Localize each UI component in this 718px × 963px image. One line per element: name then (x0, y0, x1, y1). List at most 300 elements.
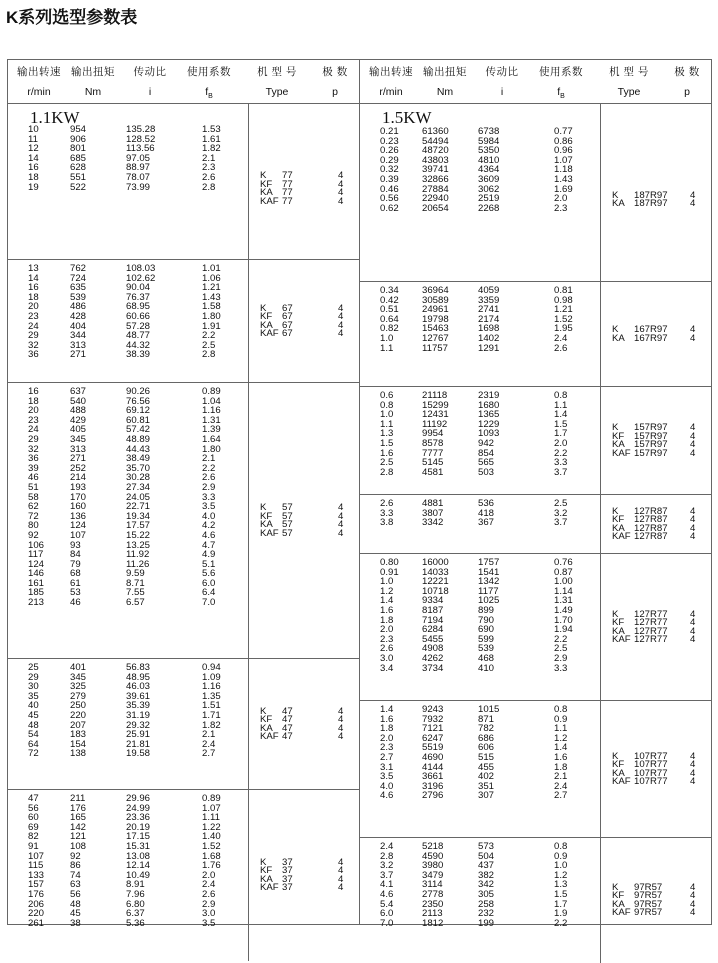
speed-value: 0.62 (380, 202, 399, 214)
ratio-value: 6738 (478, 126, 500, 137)
factor-value: 1.5 (554, 888, 568, 900)
factor-value: 0.8 (554, 841, 568, 852)
speed-value: 4.6 (380, 888, 394, 900)
torque-value: 271 (70, 349, 87, 361)
table-row (8, 350, 248, 360)
ratio-value: 468 (478, 652, 495, 664)
factor-value: 2.6 (202, 171, 216, 183)
factor-value: 2.4 (202, 879, 216, 891)
model-size: 67 (282, 328, 293, 339)
header-torque-unit: Nm (436, 86, 454, 98)
torque-value: 207 (70, 719, 87, 731)
ratio-value: 102.62 (126, 272, 156, 284)
factor-value: 1.3 (554, 879, 568, 891)
torque-value: 20654 (422, 202, 449, 214)
speed-value: 80 (28, 520, 39, 532)
model-poles: 4 (690, 447, 696, 459)
model-poles: 4 (338, 865, 344, 876)
speed-value: 45 (28, 709, 39, 721)
model-series: KAF (612, 776, 631, 787)
factor-value: 1.21 (554, 304, 573, 316)
factor-value: 1.0 (554, 860, 568, 872)
factor-value: 2.1 (554, 771, 568, 783)
factor-value: 6.0 (202, 577, 216, 589)
ratio-value: 418 (478, 507, 495, 519)
torque-value: 5455 (422, 633, 444, 645)
fb-symbol: $f_B$ (205, 86, 213, 101)
model-block (606, 505, 710, 542)
model-block (254, 172, 358, 206)
torque-value: 121 (70, 831, 87, 843)
speed-value: 133 (28, 869, 45, 881)
torque-value: 1812 (422, 917, 444, 929)
factor-value: 2.4 (554, 332, 568, 344)
model-size: 67 (282, 319, 293, 331)
factor-value: 2.9 (202, 481, 216, 493)
speed-value: 58 (28, 491, 39, 503)
ratio-value: 57.28 (126, 320, 151, 332)
factor-value: 0.87 (554, 566, 573, 578)
speed-value: 124 (28, 558, 45, 570)
speed-value: 3.0 (380, 652, 394, 664)
factor-value: 2.5 (202, 339, 216, 351)
factor-value: 3.3 (554, 457, 568, 469)
factor-value: 2.7 (202, 748, 216, 760)
selection-group (360, 281, 711, 387)
model-block (606, 608, 710, 645)
model-size: 67 (282, 302, 293, 314)
torque-value: 428 (70, 310, 87, 322)
ratio-value: 790 (478, 614, 495, 626)
torque-value: 211 (70, 793, 86, 804)
factor-value: 1.04 (202, 395, 221, 407)
speed-value: 69 (28, 821, 39, 833)
ratio-value: 12.14 (126, 860, 151, 872)
column-divider (248, 383, 249, 659)
ratio-value: 7.96 (126, 888, 145, 900)
ratio-value: 1025 (478, 595, 500, 607)
speed-value: 0.51 (380, 304, 399, 316)
factor-value: 0.9 (554, 713, 568, 725)
ratio-value: 73.99 (126, 181, 151, 193)
speed-value: 3.7 (380, 869, 394, 881)
data-rows (360, 127, 600, 213)
model-block (254, 856, 358, 893)
model-series: K (260, 856, 267, 868)
model-series: KF (612, 514, 625, 525)
table-row (360, 518, 600, 528)
speed-value: 23 (28, 310, 39, 322)
factor-value: 2.2 (554, 633, 568, 645)
factor-value: 4.7 (202, 539, 216, 551)
ratio-value: 1342 (478, 576, 500, 588)
ratio-value: 606 (478, 742, 495, 754)
factor-value: 0.89 (202, 793, 221, 804)
model-poles: 4 (338, 178, 344, 190)
ratio-value: 2519 (478, 193, 500, 205)
speed-value: 29 (28, 671, 39, 683)
data-rows (8, 125, 248, 192)
model-series: KAF (612, 907, 631, 918)
factor-value: 1.22 (202, 821, 221, 833)
model-size: 157R97 (634, 447, 668, 459)
speed-value: 48 (28, 719, 39, 731)
factor-value: 1.06 (202, 272, 221, 284)
ratio-value: 76.56 (126, 395, 151, 407)
speed-value: 32 (28, 339, 39, 351)
power-label: 1.1KW (30, 108, 80, 127)
torque-value: 45 (70, 908, 81, 920)
factor-value: 1.14 (554, 585, 573, 597)
ratio-value: 97.05 (126, 152, 151, 164)
model-row (606, 636, 710, 645)
ratio-value: 60.81 (126, 414, 151, 426)
model-size: 77 (282, 187, 293, 198)
speed-value: 20 (28, 301, 39, 313)
factor-value: 1.71 (202, 709, 221, 721)
torque-value: 9954 (422, 428, 444, 440)
speed-value: 64 (28, 738, 39, 750)
ratio-value: 10.49 (126, 869, 151, 881)
factor-value: 1.51 (202, 700, 221, 712)
factor-value: 3.3 (554, 662, 568, 674)
model-poles: 4 (338, 856, 344, 868)
model-size: 127R87 (634, 514, 668, 525)
ratio-value: 29.96 (126, 793, 151, 804)
speed-value: 107 (28, 850, 45, 862)
speed-value: 1.2 (380, 585, 394, 597)
speed-value: 0.64 (380, 313, 399, 325)
ratio-value: 402 (478, 771, 495, 783)
model-poles: 4 (690, 898, 696, 910)
speed-value: 0.29 (380, 154, 399, 166)
model-size: 157R97 (634, 439, 668, 450)
speed-value: 176 (28, 888, 45, 900)
ratio-value: 19.34 (126, 510, 151, 522)
speed-value: 1.0 (380, 409, 394, 421)
speed-value: 106 (28, 539, 45, 551)
factor-value: 1.80 (202, 310, 221, 322)
model-series: K (612, 189, 619, 201)
torque-value: 160 (70, 501, 87, 513)
header-poles-unit: p (332, 86, 338, 98)
ratio-value: 25.91 (126, 729, 151, 741)
torque-value: 344 (70, 330, 87, 342)
factor-value: 1.40 (202, 831, 221, 843)
ratio-value: 17.15 (126, 831, 151, 843)
ratio-value: 23.36 (126, 812, 151, 824)
model-series: K (260, 705, 267, 717)
model-size: 157R97 (634, 422, 668, 433)
header-ratio-label: 传动比 (133, 66, 167, 78)
torque-value: 193 (70, 481, 87, 493)
torque-value: 3114 (422, 879, 443, 891)
speed-value: 0.21 (380, 126, 399, 137)
factor-value: 2.9 (202, 898, 216, 910)
model-size: 47 (282, 731, 293, 742)
model-size: 57 (282, 502, 293, 513)
factor-value: 2.5 (554, 643, 568, 655)
factor-value: 3.7 (554, 466, 568, 478)
ratio-value: 90.04 (126, 282, 151, 294)
ratio-value: 515 (478, 751, 495, 763)
speed-value: 0.23 (380, 135, 399, 147)
torque-value: 404 (70, 320, 87, 332)
table-row (8, 183, 248, 193)
model-row (606, 909, 710, 918)
table-row (8, 919, 248, 929)
model-series: KA (612, 198, 625, 209)
factor-value: 2.3 (202, 162, 216, 174)
speed-value: 161 (28, 577, 45, 589)
column-divider (600, 701, 601, 838)
model-series: KF (260, 865, 273, 876)
model-size: 47 (282, 714, 293, 725)
speed-value: 206 (28, 898, 45, 910)
factor-value: 1.7 (554, 898, 568, 910)
torque-value: 7194 (422, 614, 444, 626)
model-row (606, 447, 710, 459)
model-series: KAF (260, 527, 279, 539)
model-poles: 4 (690, 324, 696, 335)
speed-value: 0.26 (380, 145, 399, 157)
ratio-value: 31.19 (126, 709, 151, 721)
speed-value: 117 (28, 549, 44, 561)
speed-value: 54 (28, 729, 39, 741)
factor-value: 4.9 (202, 549, 216, 561)
torque-value: 46 (70, 597, 81, 609)
speed-value: 0.34 (380, 285, 399, 296)
factor-value: 1.91 (202, 320, 221, 332)
model-poles: 4 (338, 319, 344, 331)
ratio-value: 504 (478, 850, 495, 862)
torque-value: 14033 (422, 566, 449, 578)
factor-value: 2.9 (554, 652, 568, 664)
factor-value: 1.76 (202, 860, 221, 872)
model-series: KAF (260, 328, 279, 339)
torque-value: 7932 (422, 713, 444, 725)
model-size: 77 (282, 178, 293, 190)
table-row (360, 919, 600, 929)
torque-value: 124 (70, 520, 87, 532)
table-row (360, 468, 600, 478)
torque-value: 53 (70, 587, 81, 599)
torque-value: 2113 (422, 908, 443, 920)
torque-value: 24961 (422, 304, 449, 316)
ratio-value: 899 (478, 604, 495, 616)
model-series: KF (260, 178, 273, 190)
factor-value: 2.7 (554, 790, 568, 802)
ratio-value: 1229 (478, 418, 500, 430)
torque-value: 3980 (422, 860, 444, 872)
torque-value: 762 (70, 263, 87, 274)
speed-value: 36 (28, 453, 39, 465)
speed-value: 146 (28, 568, 45, 580)
speed-value: 60 (28, 812, 39, 824)
torque-value: 48 (70, 898, 81, 910)
torque-value: 30589 (422, 294, 449, 306)
column-divider (248, 260, 249, 383)
model-size: 127R77 (634, 617, 668, 628)
ratio-value: 1402 (478, 332, 500, 344)
ratio-value: 7.55 (126, 587, 145, 599)
torque-value: 170 (70, 491, 87, 503)
factor-value: 1.1 (554, 399, 568, 411)
speed-value: 72 (28, 748, 39, 760)
ratio-value: 1093 (478, 428, 500, 440)
ratio-value: 686 (478, 732, 495, 744)
ratio-value: 35.70 (126, 462, 151, 474)
model-size: 167R97 (634, 332, 668, 344)
factor-value: 1.31 (202, 414, 221, 426)
speed-value: 14 (28, 272, 39, 284)
ratio-value: 382 (478, 869, 495, 881)
ratio-value: 6.37 (126, 908, 145, 920)
factor-value: 3.7 (554, 517, 568, 529)
speed-value: 92 (28, 529, 39, 541)
ratio-value: 455 (478, 761, 495, 773)
data-rows (360, 499, 600, 528)
model-size: 107R77 (634, 759, 668, 770)
model-poles: 4 (690, 776, 696, 787)
factor-value: 4.6 (202, 529, 216, 541)
ratio-value: 90.26 (126, 386, 151, 397)
header-speed-unit: r/min (379, 86, 403, 98)
header-poles (312, 60, 358, 103)
table-row (360, 204, 600, 214)
model-size: 57 (282, 519, 293, 530)
ratio-value: 19.58 (126, 748, 151, 760)
ratio-value: 56.83 (126, 662, 151, 673)
model-row (254, 330, 358, 339)
speed-value: 36 (28, 349, 39, 361)
column-divider (600, 103, 601, 281)
torque-value: 15299 (422, 399, 449, 411)
factor-value: 0.8 (554, 704, 568, 715)
torque-value: 27884 (422, 183, 449, 195)
factor-value: 1.9 (554, 908, 568, 920)
header-ratio-unit: i (500, 86, 504, 98)
factor-value: 3.0 (202, 908, 216, 920)
speed-value: 35 (28, 690, 39, 702)
speed-value: 47 (28, 793, 39, 804)
factor-value: 1.6 (554, 751, 568, 763)
factor-value: 1.52 (554, 313, 573, 325)
speed-value: 10 (28, 124, 39, 135)
model-size: 97R57 (634, 898, 663, 910)
ratio-value: 2319 (478, 390, 500, 401)
ratio-value: 15.31 (126, 840, 151, 852)
model-poles: 4 (338, 705, 344, 717)
model-poles: 4 (690, 522, 696, 534)
ratio-value: 1365 (478, 409, 500, 421)
ratio-value: 3062 (478, 183, 500, 195)
torque-value: 11757 (422, 342, 448, 354)
data-rows (360, 705, 600, 801)
selection-group (8, 103, 359, 259)
ratio-value: 573 (478, 841, 495, 852)
ratio-value: 1541 (478, 566, 500, 578)
speed-value: 72 (28, 510, 39, 522)
ratio-value: 88.97 (126, 162, 151, 174)
ratio-value: 78.07 (126, 171, 151, 183)
ratio-value: 13.08 (126, 850, 151, 862)
factor-value: 2.5 (554, 498, 568, 509)
torque-value: 56 (70, 888, 81, 900)
model-series: KAF (612, 634, 631, 645)
data-rows (8, 663, 248, 759)
model-series: KF (612, 890, 625, 901)
speed-value: 0.80 (380, 557, 399, 568)
model-series: KF (612, 617, 625, 628)
speed-value: 2.3 (380, 633, 394, 645)
ratio-value: 367 (478, 517, 495, 529)
ratio-value: 536 (478, 498, 495, 509)
selection-group (8, 658, 359, 790)
factor-value: 3.3 (202, 491, 216, 503)
header-factor-unit (178, 86, 240, 103)
factor-value: 0.77 (554, 126, 573, 137)
torque-value: 7777 (422, 447, 444, 459)
torque-value: 12767 (422, 332, 449, 344)
ratio-value: 13.25 (126, 539, 151, 551)
model-series: KA (612, 522, 625, 534)
torque-value: 92 (70, 850, 81, 862)
ratio-value: 4810 (478, 154, 500, 166)
torque-value: 165 (70, 812, 87, 824)
factor-value: 2.6 (202, 888, 216, 900)
torque-value: 486 (70, 301, 87, 313)
ratio-value: 21.81 (126, 738, 151, 750)
model-size: 37 (282, 856, 293, 868)
model-poles: 4 (690, 198, 696, 209)
factor-value: 1.35 (202, 690, 221, 702)
speed-value: 12 (28, 143, 39, 155)
torque-value: 313 (70, 339, 87, 351)
torque-value: 3479 (422, 869, 444, 881)
column-divider (248, 103, 249, 259)
header-model-label: 机 型 号 (257, 66, 297, 78)
speed-value: 24 (28, 424, 39, 436)
model-size: 127R87 (634, 505, 668, 517)
speed-value: 0.91 (380, 566, 399, 578)
torque-value: 5218 (422, 841, 444, 852)
speed-value: 213 (28, 597, 45, 609)
torque-value: 551 (70, 171, 87, 183)
model-size: 107R77 (634, 776, 668, 787)
model-poles: 4 (338, 502, 344, 513)
factor-value: 1.16 (202, 681, 221, 693)
model-series: KA (260, 187, 273, 198)
factor-value: 2.2 (202, 330, 216, 342)
model-poles: 4 (690, 514, 696, 525)
header-ratio-unit: i (148, 86, 152, 98)
model-series: KF (260, 311, 273, 322)
factor-value: 2.0 (554, 193, 568, 205)
ratio-value: 871 (478, 713, 495, 725)
selection-group (360, 386, 711, 495)
factor-value: 1.82 (202, 143, 221, 155)
ratio-value: 27.34 (126, 481, 151, 493)
ratio-value: 76.37 (126, 291, 151, 303)
speed-value: 115 (28, 860, 44, 872)
torque-value: 43803 (422, 154, 449, 166)
header-ratio (475, 60, 529, 103)
model-poles: 4 (338, 519, 344, 530)
ratio-value: 48.77 (126, 330, 151, 342)
header-model-unit: Type (617, 86, 641, 98)
factor-value: 2.8 (202, 181, 216, 193)
